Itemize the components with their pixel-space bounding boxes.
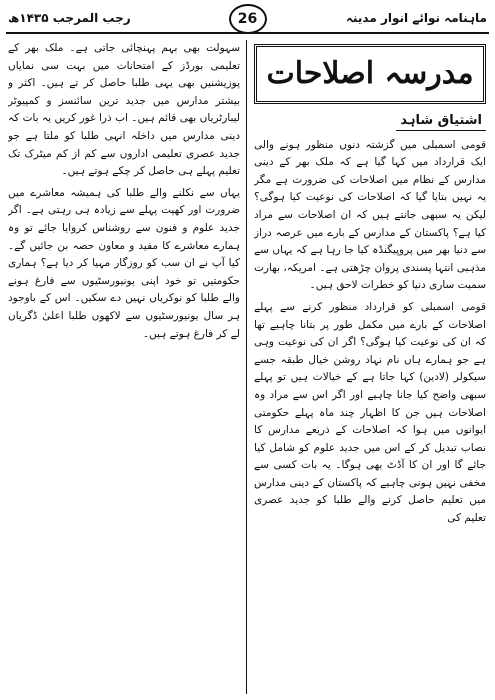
article-author: اشتیاق شاہد	[396, 112, 486, 131]
paragraph: قومی اسمبلی میں گزشتہ دنوں منظور ہونے والی ایک قرارداد میں کہا گیا ہے کہ ملک بھر کے دینی مدارس کے نظام میں اصلاحات کی ضرورت ہے مگر یہ نہیں بتایا گیا کہ اصلاحات کی نوعیت کیا ہوگی؟ لیکن یہ سبھی جانتے ہیں کہ ان اصلاحات سے مراد کیا ہے؟ پاکستان کے مدارس کے بارے میں عرصہ دراز سے دنیا بھر میں پروپیگنڈہ کیا جا رہا ہے کہ یہاں سے مذہبی انتہا پسندی پروان چڑھتی ہے۔ امریکہ، بھارت سمیت ساری دنیا کو خطرات لاحق ہیں۔	[254, 138, 486, 292]
paragraph: قومی اسمبلی کو قرارداد منظور کرنے سے پہلے اصلاحات کے بارے میں مکمل طور پر بتانا چاہیے تھا کہ ان کی نوعیت کیا ہوگی؟ اگر ان کی نوعیت وہی ہے جو ہمارے ہاں نام نہاد روشن خیال طبقہ جسے سیکولر (لادین) کہا جاتا ہے کے خیالات ہیں تو پہلے سبھی واضح کیا جانا چاہیے اور اگر اس سے مراد وہ اصلاحات ہیں جن کا اظہار چند ماہ پہلے حکومتی ایوانوں میں ہوا کہ اصلاحات کے ذریعے مدارس کا نصاب تبدیل کر کے اس میں جدید علوم کو شامل کیا جائے گا اور ان کا آڈٹ بھی ہوگا۔ یہ بات کسی سے مخفی نہیں ہونی چاہیے کہ پاکستان کے دینی مدارس میں تعلیم حاصل کرنے والے طلبا کو جدید عصری تعلیم کی	[254, 300, 486, 525]
magazine-title: ماہنامہ نوائے انوار مدینہ	[345, 11, 487, 25]
column-divider	[246, 40, 247, 694]
article-title-box	[254, 44, 486, 104]
left-column	[8, 40, 240, 694]
paragraph: سہولت بھی بہم پہنچائی جاتی ہے۔ ملک بھر کے تعلیمی بورڈز کے امتحانات میں بہت سی نمایاں پوزیشنیں بھی یہی طلبا حاصل کر تے ہیں۔ اکثر و بیشتر مدارس میں جدید ترین سائنسز و کمپیوٹر لیبارٹریاں بھی قائم ہیں۔ اب ذرا غور کریں یہ بات کہ دینی مدارس میں داخلہ انہی طلبا کو ملتا ہے جو جدید عصری تعلیمی اداروں سے کم از کم میٹرک تک تعلیم پہلے ہی حاصل کر چکے ہوتے ہیں۔	[8, 42, 240, 178]
right-column	[254, 40, 486, 694]
paragraph: یہاں سے نکلنے والے طلبا کی ہمیشہ معاشرے میں ضرورت اور کھپت پہلے سے زیادہ ہی رہتی ہے۔ اگر جدید علوم و فنون سے روشناس کروایا جائے تو وہ ہمارے معاشرے کا مفید و معاون حصہ بن جائیں گے۔ کیا آپ نے ان سب کو روزگار مہیا کر دیا ہے؟ ہماری حکومتیں تو خود اپنی یونیورسٹیوں سے فارغ ہونے والے طلبا کو نوکریاں نہیں دے سکیں۔ اس کے باوجود ہر سال یونیورسٹیوں سے لاکھوں طلبا اعلیٰ ڈگریاں لے کر فارغ ہوتے ہیں۔	[8, 186, 240, 340]
header-rule	[6, 32, 489, 34]
issue-date: رجب المرجب ۱۴۳۵ھ	[8, 11, 131, 25]
article-title: مدرسہ اصلاحات	[266, 56, 474, 92]
page-number: 26	[229, 4, 267, 34]
